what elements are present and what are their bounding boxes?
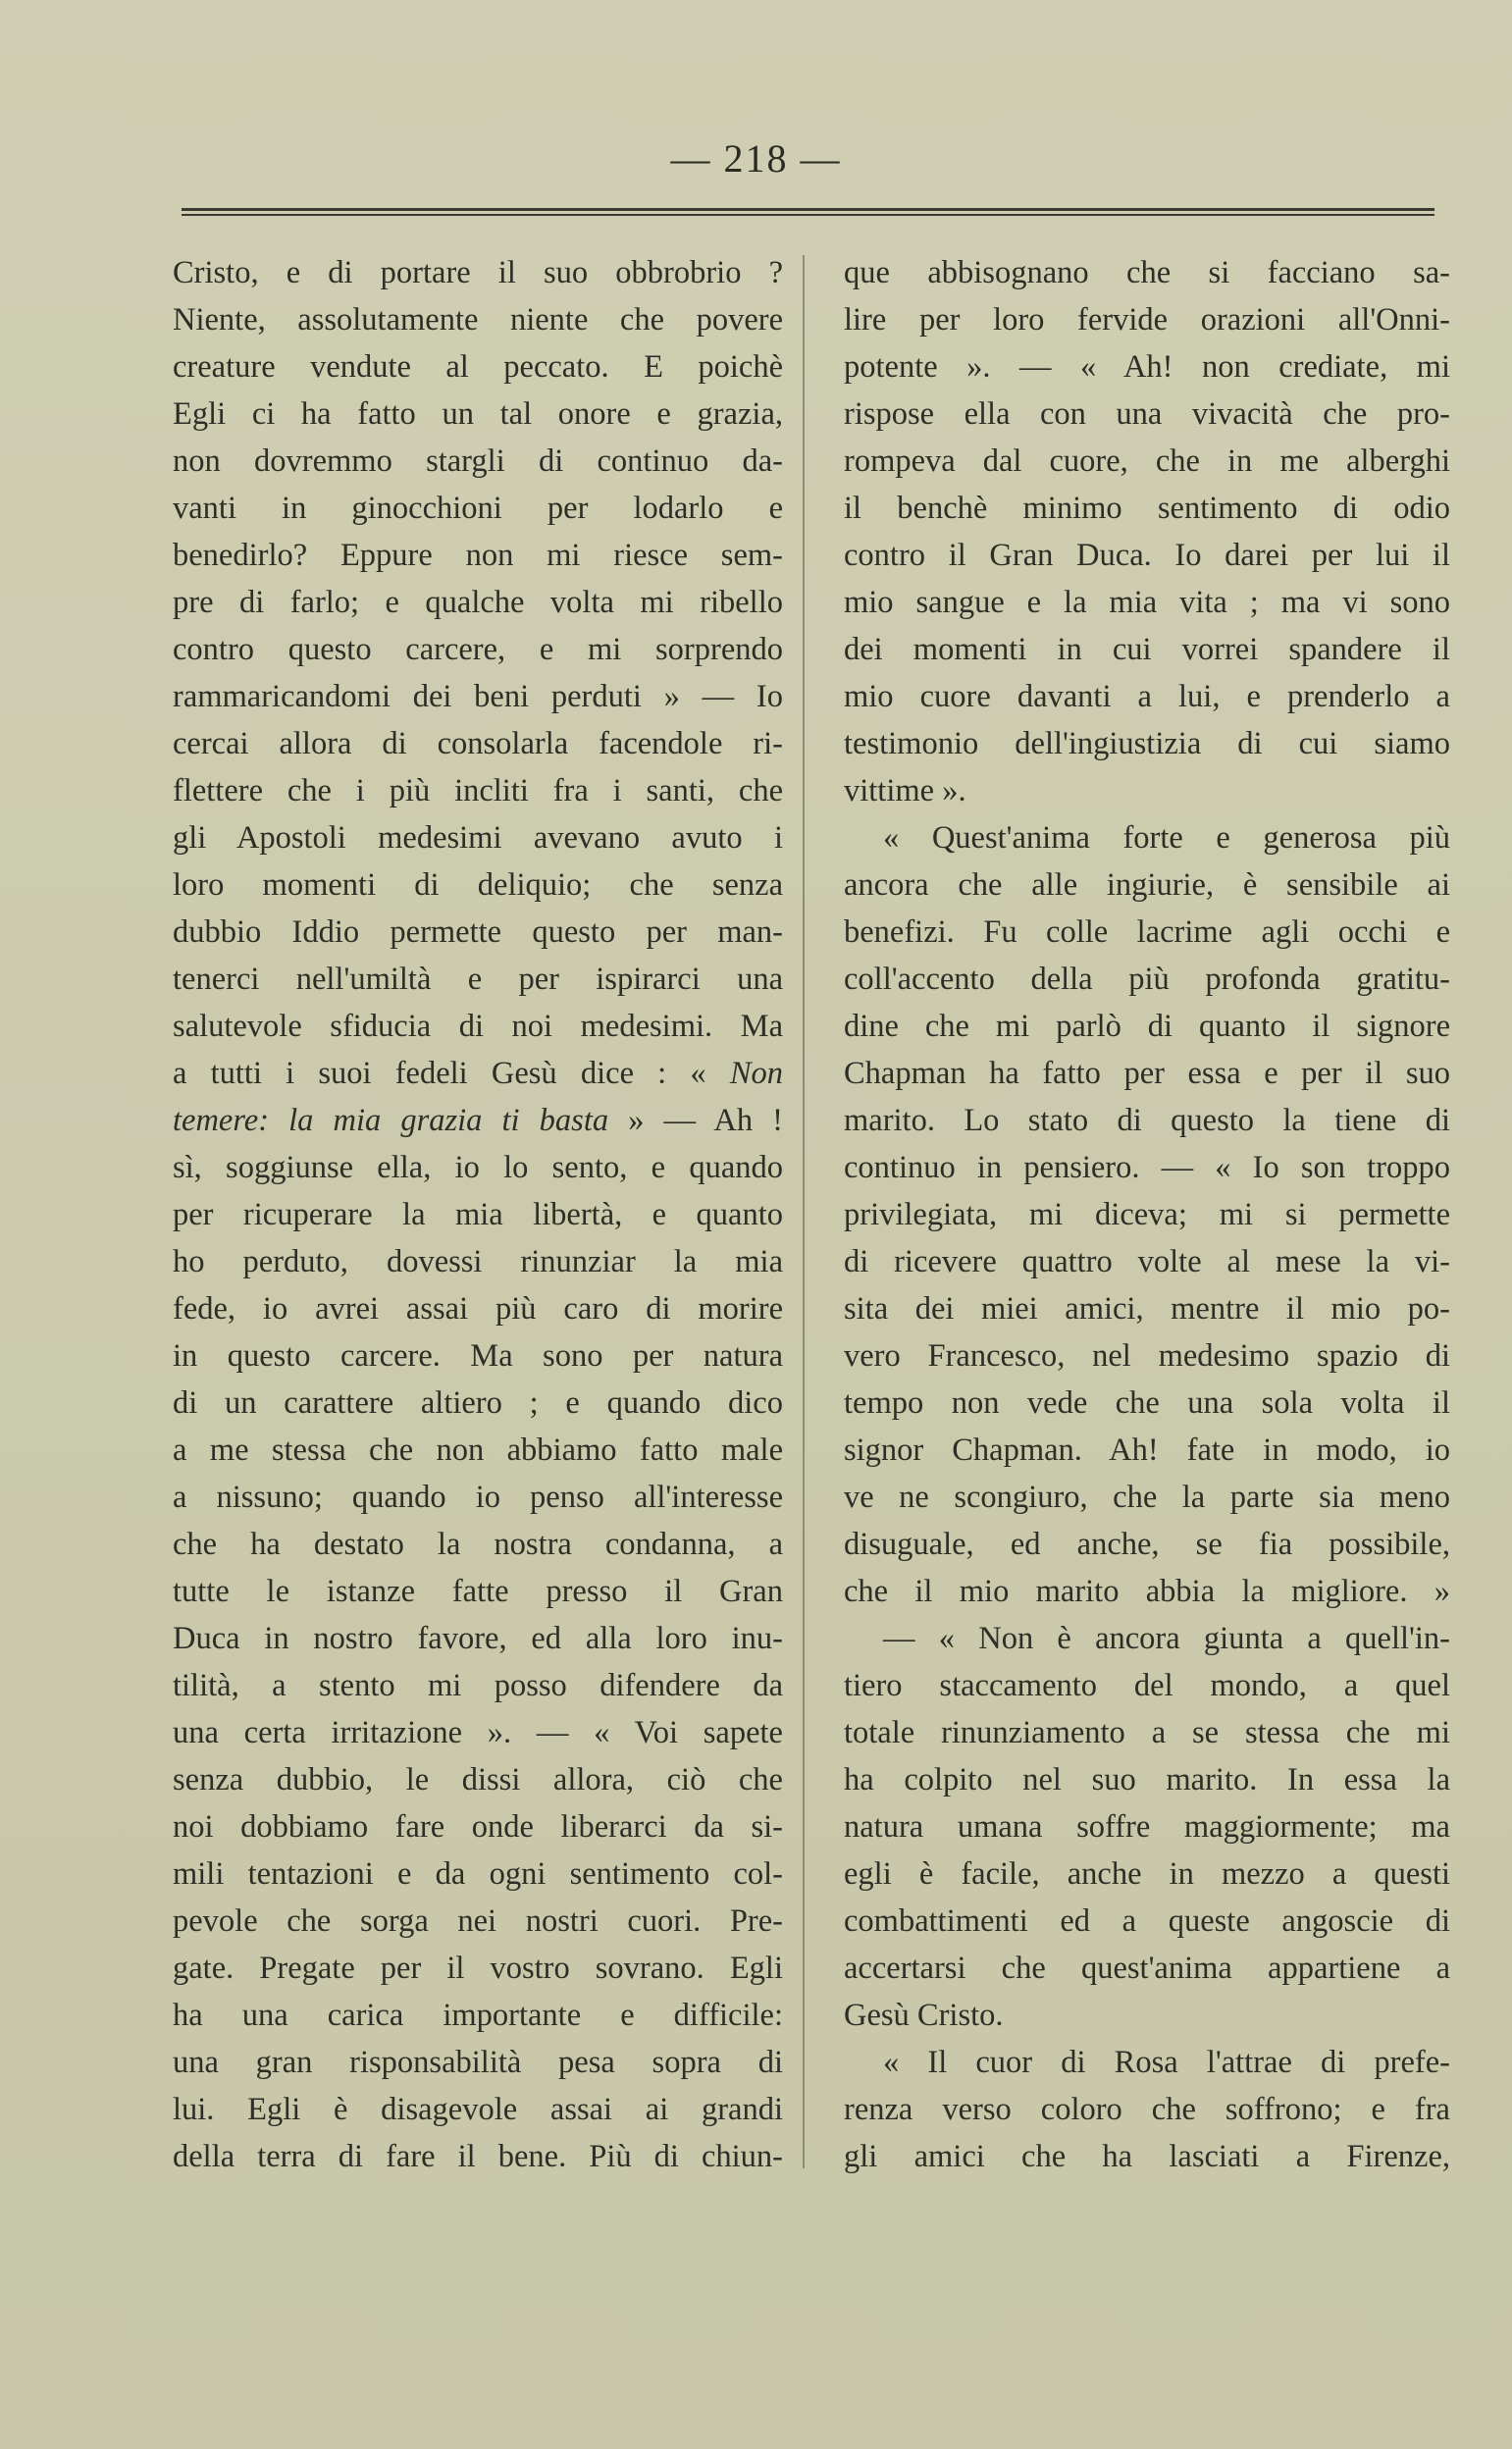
text-line: cercai allora di consolarla facendole ri- xyxy=(173,726,783,761)
text-line: combattimenti ed a queste angoscie di xyxy=(844,1903,1450,1939)
text-line: renza verso coloro che soffrono; e fra xyxy=(844,2092,1450,2127)
text-line: dei momenti in cui vorrei spandere il xyxy=(844,632,1450,667)
text-line: flettere che i più incliti fra i santi, che xyxy=(173,773,783,808)
text-line: natura umana soffre maggiormente; ma xyxy=(844,1809,1450,1845)
text-line: pevole che sorga nei nostri cuori. Pre- xyxy=(173,1903,783,1939)
text-line xyxy=(173,1050,783,1097)
text-line: benedirlo? Eppure non mi riesce sem- xyxy=(173,538,783,573)
italic-text: Non xyxy=(729,1056,783,1091)
text-line: contro questo carcere, e mi sorprendo xyxy=(173,632,783,667)
text-line: fede, io avrei assai più caro di morire xyxy=(173,1291,783,1327)
text-line: Egli ci ha fatto un tal onore e grazia, xyxy=(173,396,783,432)
text-line: ho perduto, dovessi rinunziar la mia xyxy=(173,1244,783,1279)
text-line: una certa irritazione ». — « Voi sapete xyxy=(173,1715,783,1750)
italic-text: temere: la mia grazia ti basta xyxy=(173,1103,609,1138)
text-line: potente ». — « Ah! non crediate, mi xyxy=(844,349,1450,385)
text-line: gli amici che ha lasciati a Firenze, xyxy=(844,2139,1450,2174)
text-line: marito. Lo stato di questo la tiene di xyxy=(844,1103,1450,1138)
text-line: Chapman ha fatto per essa e per il suo xyxy=(844,1056,1450,1091)
header-rule xyxy=(182,208,1434,216)
text-line: « Quest'anima forte e generosa più xyxy=(883,820,1450,856)
text-line: loro momenti di deliquio; che senza xyxy=(173,867,783,903)
text-line: privilegiata, mi diceva; mi si permette xyxy=(844,1197,1450,1232)
text-line: ha colpito nel suo marito. In essa la xyxy=(844,1762,1450,1798)
text-line: ancora che alle ingiurie, è sensibile ai xyxy=(844,867,1450,903)
text-line: sì, soggiunse ella, io lo sento, e quando xyxy=(173,1150,783,1185)
text-line: di ricevere quattro volte al mese la vi- xyxy=(844,1244,1450,1279)
column-divider xyxy=(803,255,805,2168)
text-line: dine che mi parlò di quanto il signore xyxy=(844,1009,1450,1044)
text-line: vittime ». xyxy=(844,773,966,808)
text-line: testimonio dell'ingiustizia di cui siamo xyxy=(844,726,1450,761)
text-line: di un carattere altiero ; e quando dico xyxy=(173,1385,783,1421)
text-line: tenerci nell'umiltà e per ispirarci una xyxy=(173,962,783,997)
text-line: pre di farlo; e qualche volta mi ribello xyxy=(173,585,783,620)
text-line: coll'accento della più profonda gratitu- xyxy=(844,962,1450,997)
text-line: senza dubbio, le dissi allora, ciò che xyxy=(173,1762,783,1798)
text-line: tilità, a stento mi posso difendere da xyxy=(173,1668,783,1703)
right-column xyxy=(844,249,1450,2180)
text-line: lire per loro fervide orazioni all'Onni- xyxy=(844,302,1450,338)
page-number: — 218 — xyxy=(670,136,842,181)
text-line: tiero staccamento del mondo, a quel xyxy=(844,1668,1450,1703)
text-line: della terra di fare il bene. Più di chiun- xyxy=(173,2139,783,2174)
text-line: benefizi. Fu colle lacrime agli occhi e xyxy=(844,914,1450,950)
text-line: vero Francesco, nel medesimo spazio di xyxy=(844,1338,1450,1374)
text-line: tempo non vede che una sola volta il xyxy=(844,1385,1450,1421)
text-line: per ricuperare la mia libertà, e quanto xyxy=(173,1197,783,1232)
text-segment: » — Ah ! xyxy=(608,1103,783,1138)
text-segment: a tutti i suoi fedeli Gesù dice : « xyxy=(173,1056,730,1091)
text-line xyxy=(173,1097,783,1144)
text-line: che il mio marito abbia la migliore. » xyxy=(844,1574,1450,1609)
text-line: disuguale, ed anche, se fia possibile, xyxy=(844,1527,1450,1562)
text-line: Gesù Cristo. xyxy=(844,1998,1004,2033)
text-line: egli è facile, anche in mezzo a questi xyxy=(844,1856,1450,1892)
text-line: lui. Egli è disagevole assai ai grandi xyxy=(173,2092,783,2127)
text-line: che ha destato la nostra condanna, a xyxy=(173,1527,783,1562)
text-line: a nissuno; quando io penso all'interesse xyxy=(173,1480,783,1515)
text-line: rompeva dal cuore, che in me alberghi xyxy=(844,443,1450,479)
text-line: que abbisognano che si facciano sa- xyxy=(844,255,1450,290)
text-line: rispose ella con una vivacità che pro- xyxy=(844,396,1450,432)
text-line: ha una carica importante e difficile: xyxy=(173,1998,783,2033)
text-line: rammaricandomi dei beni perduti » — Io xyxy=(173,679,783,714)
text-line: mio cuore davanti a lui, e prenderlo a xyxy=(844,679,1450,714)
text-line: mili tentazioni e da ogni sentimento col- xyxy=(173,1856,783,1892)
text-line: vanti in ginocchioni per lodarlo e xyxy=(173,491,783,526)
text-line: salutevole sfiducia di noi medesimi. Ma xyxy=(173,1009,783,1044)
text-line: — « Non è ancora giunta a quell'in- xyxy=(883,1621,1450,1656)
text-line: totale rinunziamento a se stessa che mi xyxy=(844,1715,1450,1750)
text-line: tutte le istanze fatte presso il Gran xyxy=(173,1574,783,1609)
text-line: gate. Pregate per il vostro sovrano. Egli xyxy=(173,1951,783,1986)
text-line: dubbio Iddio permette questo per man- xyxy=(173,914,783,950)
text-line: ve ne scongiuro, che la parte sia meno xyxy=(844,1480,1450,1515)
text-line: il benchè minimo sentimento di odio xyxy=(844,491,1450,526)
text-line: accertarsi che quest'anima appartiene a xyxy=(844,1951,1450,1986)
text-line: non dovremmo stargli di continuo da- xyxy=(173,443,783,479)
text-line: sita dei miei amici, mentre il mio po- xyxy=(844,1291,1450,1327)
text-line: mio sangue e la mia vita ; ma vi sono xyxy=(844,585,1450,620)
text-line: a me stessa che non abbiamo fatto male xyxy=(173,1433,783,1468)
text-line: in questo carcere. Ma sono per natura xyxy=(173,1338,783,1374)
text-line: Duca in nostro favore, ed alla loro inu- xyxy=(173,1621,783,1656)
text-line: Cristo, e di portare il suo obbrobrio ? xyxy=(173,255,783,290)
text-line: Niente, assolutamente niente che povere xyxy=(173,302,783,338)
text-line: una gran risponsabilità pesa sopra di xyxy=(173,2045,783,2080)
text-line: gli Apostoli medesimi avevano avuto i xyxy=(173,820,783,856)
text-line: contro il Gran Duca. Io darei per lui il xyxy=(844,538,1450,573)
left-column xyxy=(173,249,783,2180)
text-line: « Il cuor di Rosa l'attrae di prefe- xyxy=(883,2045,1450,2080)
text-line: creature vendute al peccato. E poichè xyxy=(173,349,783,385)
text-line: signor Chapman. Ah! fate in modo, io xyxy=(844,1433,1450,1468)
text-line: continuo in pensiero. — « Io son troppo xyxy=(844,1150,1450,1185)
text-line: noi dobbiamo fare onde liberarci da si- xyxy=(173,1809,783,1845)
